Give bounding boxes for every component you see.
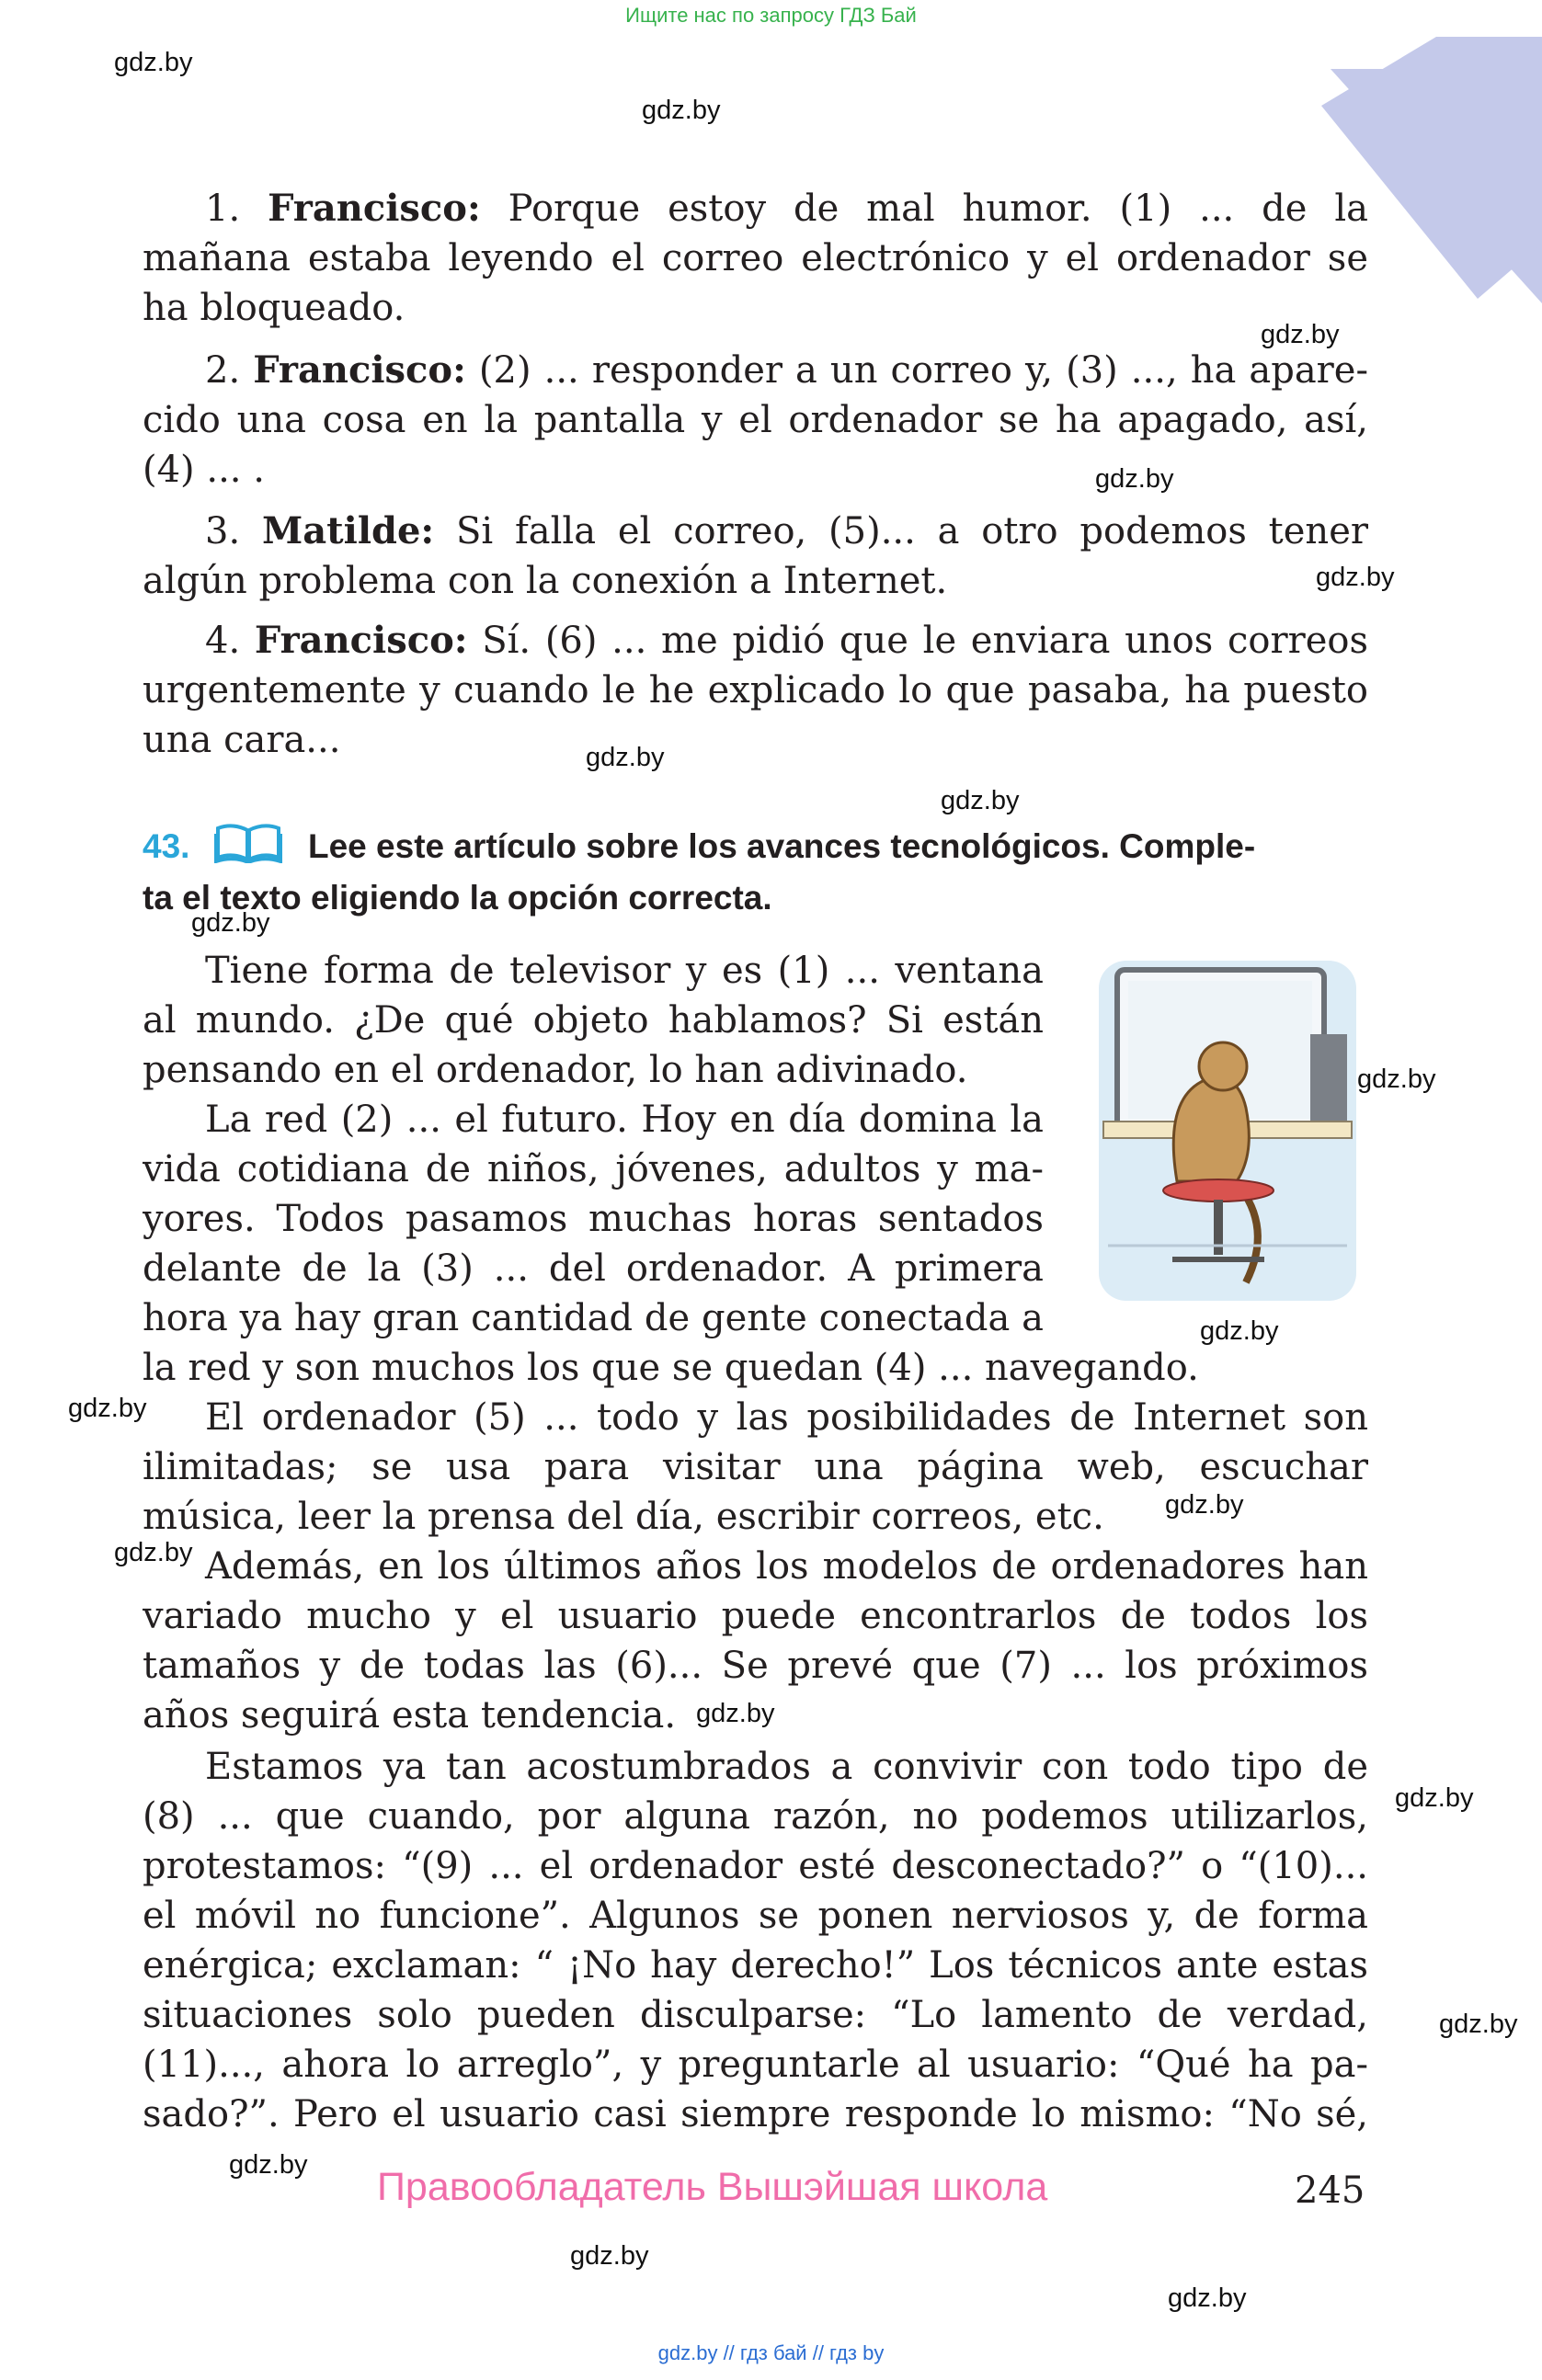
- dialogue-line: mañana estaba leyendo el correo electrónico y el ordenador se: [143, 237, 1368, 279]
- watermark: gdz.by: [1439, 2010, 1518, 2039]
- article-line: Además, en los últimos años los modelos de ordenadores han: [205, 1545, 1368, 1588]
- article-line: protestamos: “(9) ... el ordenador esté desconectado?” o “(10)...: [143, 1845, 1368, 1887]
- article-line: El ordenador (5) ... todo y las posibilidades de Internet son: [205, 1396, 1368, 1439]
- watermark: gdz.by: [1095, 464, 1174, 494]
- watermark: gdz.by: [1261, 320, 1340, 349]
- article-line: Estamos ya tan acostumbrados a convivir con todo tipo de: [205, 1746, 1368, 1788]
- watermark: gdz.by: [1395, 1783, 1474, 1813]
- article-line: la red y son muchos los que se quedan (4) ... navegando.: [143, 1347, 1199, 1389]
- article-line: música, leer la prensa del día, escribir correos, etc.: [143, 1496, 1104, 1538]
- article-line: enérgica; exclaman: “ ¡No hay derecho!” Los técnicos ante estas: [143, 1944, 1368, 1987]
- dialogue-item-4: [143, 616, 1368, 765]
- article-line: (8) ... que cuando, por alguna razón, no podemos utilizarlos,: [143, 1795, 1368, 1838]
- article-line: vida cotidiana de niños, jóvenes, adultos y ma-: [143, 1148, 1044, 1190]
- dialogue-line: 3. Matilde: Si falla el correo, (5)... a otro podemos tener: [205, 509, 1368, 552]
- article-line: delante de la (3) ... del ordenador. A primera: [143, 1247, 1044, 1290]
- footer-links[interactable]: gdz.by // гдз бай // гдз by: [657, 2341, 885, 2364]
- dialogue-line: cido una cosa en la pantalla y el ordenador se ha apagado, así,: [143, 399, 1368, 441]
- exercise-heading: [143, 821, 1375, 921]
- watermark: gdz.by: [1357, 1065, 1436, 1094]
- article-line: situaciones solo pueden disculparse: “Lo lamento de verdad,: [143, 1994, 1368, 2036]
- watermark: gdz.by: [114, 1538, 193, 1567]
- article-line: tamaños y de todas las (6)... Se prevé que (7) ... los próximos: [143, 1645, 1368, 1687]
- dialogue-line: urgentemente y cuando le he explicado lo que pasaba, ha puesto: [143, 669, 1368, 712]
- article-line: variado mucho y el usuario puede encontrarlos de todos los: [143, 1595, 1368, 1637]
- speaker-name: Francisco:: [253, 348, 466, 392]
- article-line: pensando en el ordenador, lo han adivinado.: [143, 1049, 968, 1091]
- article-line: Tiene forma de televisor y es (1) ... ventana: [205, 950, 1044, 992]
- watermark: gdz.by: [191, 908, 270, 938]
- article-line: al mundo. ¿De qué objeto hablamos? Si están: [143, 999, 1044, 1042]
- exercise-title-line1: Lee este artículo sobre los avances tecnológicos. Comple-: [308, 827, 1256, 865]
- watermark: gdz.by: [586, 743, 665, 772]
- article-line: ilimitadas; se usa para visitar una página web, escuchar: [143, 1446, 1368, 1488]
- dialogue-line: algún problema con la conexión a Internet.: [143, 560, 948, 602]
- article-line: yores. Todos pasamos muchas horas sentados: [143, 1198, 1044, 1240]
- dialogue-line: 4. Francisco: Sí. (6) ... me pidió que le enviara unos correos: [205, 619, 1368, 662]
- article-line: La red (2) ... el futuro. Hoy en día domina la: [205, 1099, 1044, 1141]
- speaker-name: Matilde:: [261, 509, 435, 552]
- article-line: años seguirá esta tendencia.: [143, 1694, 677, 1737]
- watermark: gdz.by: [696, 1699, 775, 1728]
- watermark: gdz.by: [1165, 1490, 1244, 1520]
- exercise-title-line2: ta el texto eligiendo la opción correcta.: [143, 879, 772, 917]
- dialogue-item-3: [143, 507, 1368, 606]
- dialogue-line: (4) ... .: [143, 449, 265, 491]
- top-banner[interactable]: Ищите нас по запросу ГДЗ Бай: [625, 4, 917, 27]
- copyright-holder: Правообладатель Вышэйшая школа: [377, 2165, 1048, 2209]
- dialogue-item-1: [143, 184, 1368, 333]
- watermark: gdz.by: [642, 96, 721, 125]
- dialogue-item-2: [143, 346, 1368, 495]
- dialogue-line: 1. Francisco: Porque estoy de mal humor. (1) ... de la: [205, 187, 1368, 230]
- dialogue-line: una cara...: [143, 719, 341, 761]
- watermark: gdz.by: [570, 2241, 649, 2271]
- watermark: gdz.by: [1316, 563, 1395, 592]
- dialogue-line: ha bloqueado.: [143, 287, 405, 329]
- watermark: gdz.by: [68, 1394, 147, 1423]
- article-part1: [143, 946, 1044, 1343]
- article-line: hora ya hay gran cantidad de gente conectada a: [143, 1297, 1044, 1339]
- watermark: gdz.by: [229, 2150, 308, 2180]
- watermark: gdz.by: [1200, 1316, 1279, 1346]
- article-part2: [143, 1343, 1368, 2139]
- speaker-name: Francisco:: [254, 619, 468, 662]
- article-line: sado?”. Pero el usuario casi siempre responde lo mismo: “No sé,: [143, 2093, 1368, 2135]
- book-icon: [214, 821, 282, 875]
- article-line: (11)..., ahora lo arreglo”, y preguntarle al usuario: “Qué ha pa-: [143, 2044, 1368, 2086]
- dialogue-line: 2. Francisco: (2) ... responder a un correo y, (3) ..., ha apare-: [205, 348, 1368, 392]
- watermark: gdz.by: [1168, 2283, 1247, 2313]
- watermark: gdz.by: [941, 786, 1020, 815]
- watermark: gdz.by: [114, 48, 193, 77]
- article-line: el móvil no funcione”. Algunos se ponen nerviosos y, de forma: [143, 1895, 1368, 1937]
- exercise-number: 43.: [143, 827, 190, 865]
- speaker-name: Francisco:: [268, 187, 481, 230]
- monkey-computer-illustration: [1090, 951, 1365, 1310]
- page-number: 245: [1295, 2169, 1365, 2212]
